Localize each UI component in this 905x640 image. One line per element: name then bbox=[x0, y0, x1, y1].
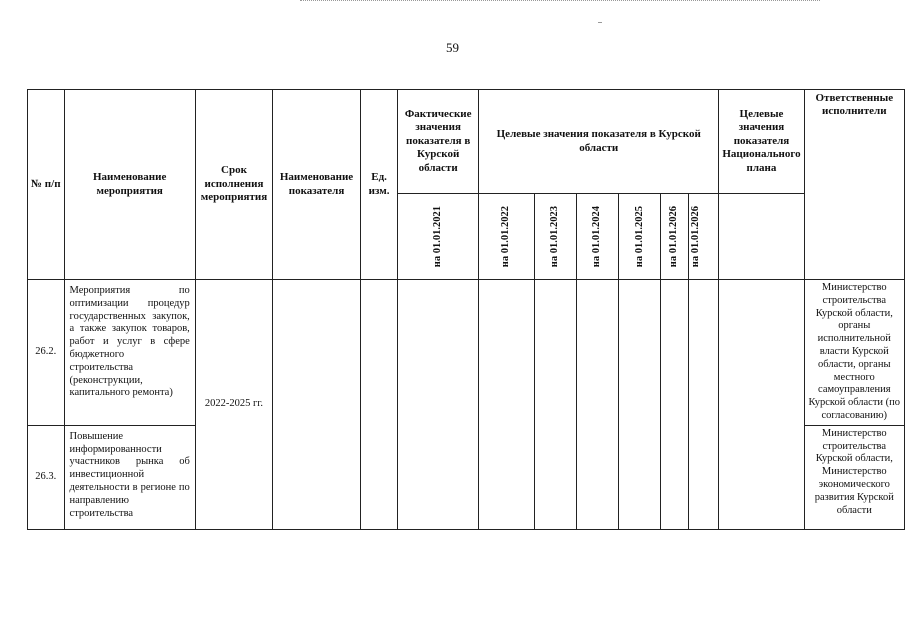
header-actual: Фактические значения показателя в Курской области bbox=[398, 90, 479, 194]
row-term: 2022-2025 гг. bbox=[195, 280, 272, 530]
row-event-name: Повышение информированности участников рынка об инвестиционной деятельности в регионе по направлению строительства bbox=[64, 425, 195, 529]
date-national: на 01.01.2026 bbox=[689, 205, 701, 268]
date-target-cell bbox=[479, 194, 535, 280]
date-actual: на 01.01.2021 bbox=[432, 205, 444, 268]
row-num: 26.2. bbox=[28, 280, 65, 426]
date-target-cell bbox=[576, 194, 618, 280]
date-target-2026: на 01.01.2026 bbox=[668, 205, 680, 268]
header-national: Целевые значения показателя Национального плана bbox=[719, 90, 804, 194]
date-target-cell bbox=[534, 194, 576, 280]
header-target: Целевые значения показателя в Курской области bbox=[479, 90, 719, 194]
row-target-value bbox=[688, 280, 719, 530]
date-target-2023: на 01.01.2023 bbox=[549, 205, 561, 268]
header-num: № п/п bbox=[28, 90, 65, 280]
table-row bbox=[28, 280, 905, 426]
header-unit: Ед. изм. bbox=[360, 90, 397, 280]
row-target-value bbox=[576, 280, 618, 530]
date-target-2025: на 01.01.2025 bbox=[633, 205, 645, 268]
header-indicator-name: Наименование показателя bbox=[273, 90, 361, 280]
row-national-value bbox=[719, 280, 804, 530]
date-target-2022: на 01.01.2022 bbox=[500, 205, 512, 268]
row-event-name: Мероприятия по оптимизации процедур государственных закупок, а также закупок товаров, работ и услуг в сфере бюджетного строительства (реконструкции, капитального ремонта) bbox=[64, 280, 195, 426]
row-num: 26.3. bbox=[28, 425, 65, 529]
row-responsible: Министерство строительства Курской области, Министерство экономического развития Курской области bbox=[804, 425, 904, 529]
date-actual-cell bbox=[398, 194, 479, 280]
header-responsible: Ответственные исполнители bbox=[804, 90, 904, 280]
row-actual-value bbox=[398, 280, 479, 530]
measures-table bbox=[27, 89, 905, 530]
row-target-value bbox=[661, 280, 689, 530]
date-target-cell bbox=[661, 194, 689, 280]
row-target-value bbox=[479, 280, 535, 530]
header-event-name: Наименование мероприятия bbox=[64, 90, 195, 280]
scan-mark bbox=[598, 22, 602, 23]
row-responsible: Министерство строительства Курской области, органы исполнительной власти Курской области, органы местного самоуправления Курской области (по согласованию) bbox=[804, 280, 904, 426]
row-target-value bbox=[534, 280, 576, 530]
row-unit bbox=[360, 280, 397, 530]
row-indicator-name bbox=[273, 280, 361, 530]
page-number: 59 bbox=[446, 40, 459, 55]
date-national-cell bbox=[688, 194, 719, 280]
row-target-value bbox=[619, 280, 661, 530]
scan-top-edge bbox=[300, 0, 820, 4]
header-term: Срок исполнения мероприятия bbox=[195, 90, 272, 280]
date-target-cell bbox=[619, 194, 661, 280]
date-target-2024: на 01.01.2024 bbox=[591, 205, 603, 268]
